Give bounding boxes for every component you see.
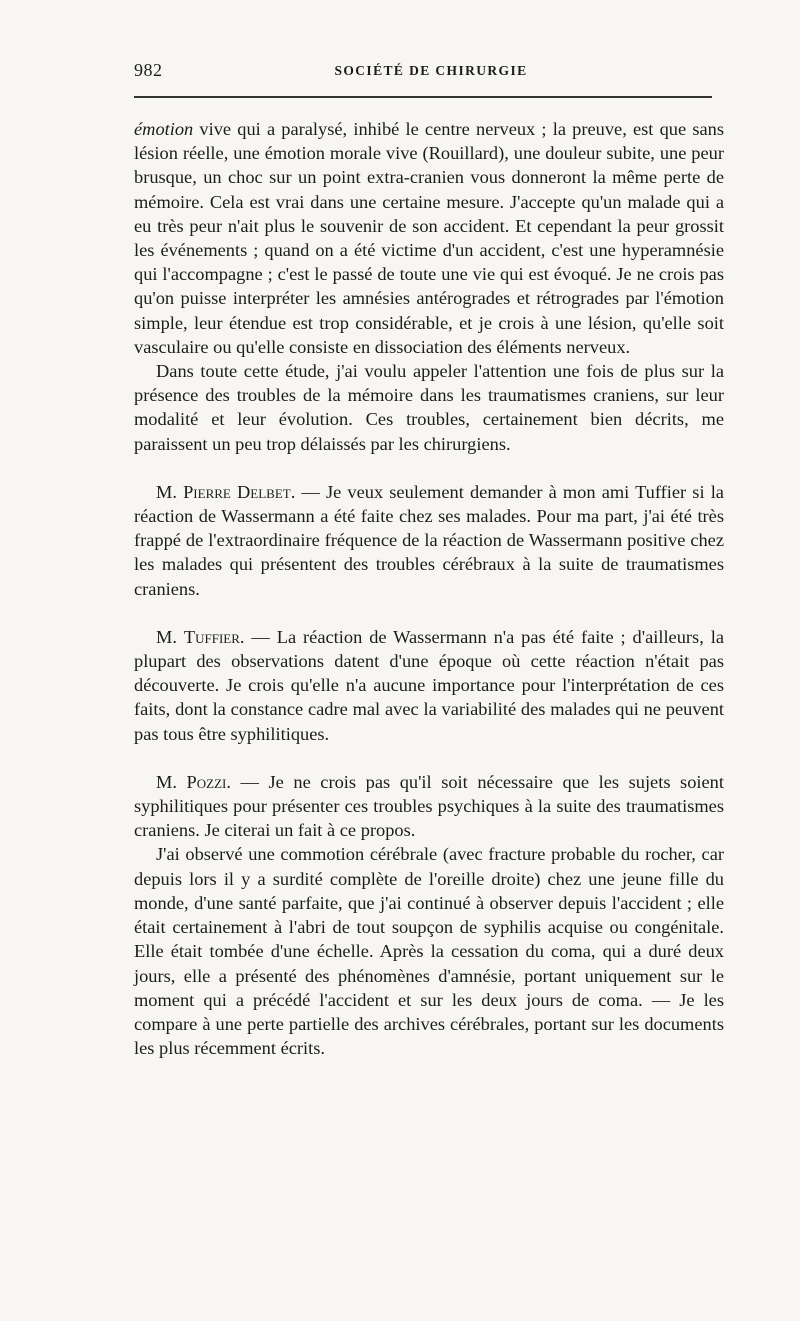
paragraph-text: J'ai observé une commotion cérébrale (avec fracture probable du rocher, car depuis lors il y a surdité complète de l'oreille droite) chez une jeune fille du monde, d'une santé parfaite, que j'ai continué à observer depuis l'accident ; elle était certainement à l'abri de tout soupçon de syphilis acquise ou congénitale. Elle était tombée d'une échelle. Après la cessation du coma, qui a duré deux jours, elle a présenté des phénomènes d'amnésie, portant uniquement sur le moment qui a précédé l'accident et sur les deux jours de coma. — Je les compare à une perte partielle des archives cérébrales, portant sur les documents les plus récemment écrits. bbox=[134, 844, 724, 1059]
paragraph-text: Dans toute cette étude, j'ai voulu appeler l'attention une fois de plus sur la présence des troubles de la mémoire dans les traumatismes craniens, sur leur modalité et leur évolution. Ces troubles, certainement bien décrits, me paraissent un peu trop délaissés par les chirurgiens. bbox=[134, 361, 724, 454]
speaker-prefix: M. bbox=[156, 481, 184, 502]
page-number: 982 bbox=[134, 60, 163, 80]
paragraph-text: . — Je ne crois pas qu'il soit nécessaire que les sujets soient syphilitiques pour présenter ces troubles psychiques à la suite des traumatismes craniens. Je citerai un fait à ce propos. bbox=[134, 771, 724, 841]
speaker-name: Pierre Delbet bbox=[183, 481, 291, 502]
journal-title: SOCIÉTÉ DE CHIRURGIE bbox=[334, 63, 528, 78]
header-rule bbox=[134, 96, 712, 98]
paragraph-text: . — La réaction de Wassermann n'a pas été faite ; d'ailleurs, la plupart des observations datent d'une époque où cette réaction n'était pas découverte. Je crois qu'elle n'a aucune importance pour l'interprétation de ces faits, dont la constance cadre mal avec la variabilité des malades qui ne peuvent pas tous être syphilitiques. bbox=[134, 626, 724, 744]
paragraph-study-summary bbox=[134, 359, 724, 456]
speaker-name: Pozzi bbox=[186, 771, 227, 792]
speaker-prefix: M. bbox=[156, 626, 184, 647]
paragraph-continuation bbox=[134, 117, 724, 359]
speaker-name: Tuffier bbox=[183, 626, 240, 647]
paragraph-tuffier bbox=[134, 625, 724, 746]
book-page bbox=[134, 56, 728, 1059]
speaker-prefix: M. bbox=[156, 771, 187, 792]
paragraph-text: . — Je veux seulement demander à mon ami Tuffier si la réaction de Wassermann a été faite chez ses malades. Pour ma part, j'ai été très frappé de l'extraordinaire fréquence de la réaction de Wassermann positive chez les malades qui présentent des troubles cérébraux à la suite de traumatismes craniens. bbox=[134, 481, 724, 599]
body-text bbox=[134, 117, 724, 1060]
paragraph-text: vive qui a paralysé, inhibé le centre nerveux ; la preuve, est que sans lésion réelle, une émotion morale vive (Rouillard), une douleur subite, une peur brusque, un choc sur un point extra-cranien vous donneront la même perte de mémoire. Cela est vrai dans une certaine mesure. J'accepte qu'un malade qui a eu très peur n'ait plus le souvenir de son accident. Et cependant la peur grossit les événements ; quand on a été victime d'un accident, c'est une hyperamnésie qui l'accompagne ; c'est le passé de toute une vie qui est évoqué. Je ne crois pas qu'on puisse interpréter les amnésies antérogrades et rétrogrades par l'émotion simple, leur étendue est trop considérable, et je crois à une lésion, qu'elle soit vasculaire ou qu'elle consiste en dissociation des éléments nerveux. bbox=[134, 119, 724, 357]
paragraph-pozzi bbox=[134, 770, 724, 843]
italic-lead-word: émotion bbox=[134, 119, 194, 139]
paragraph-delbet bbox=[134, 480, 724, 601]
paragraph-pozzi-case bbox=[134, 842, 724, 1060]
running-header bbox=[134, 56, 728, 86]
